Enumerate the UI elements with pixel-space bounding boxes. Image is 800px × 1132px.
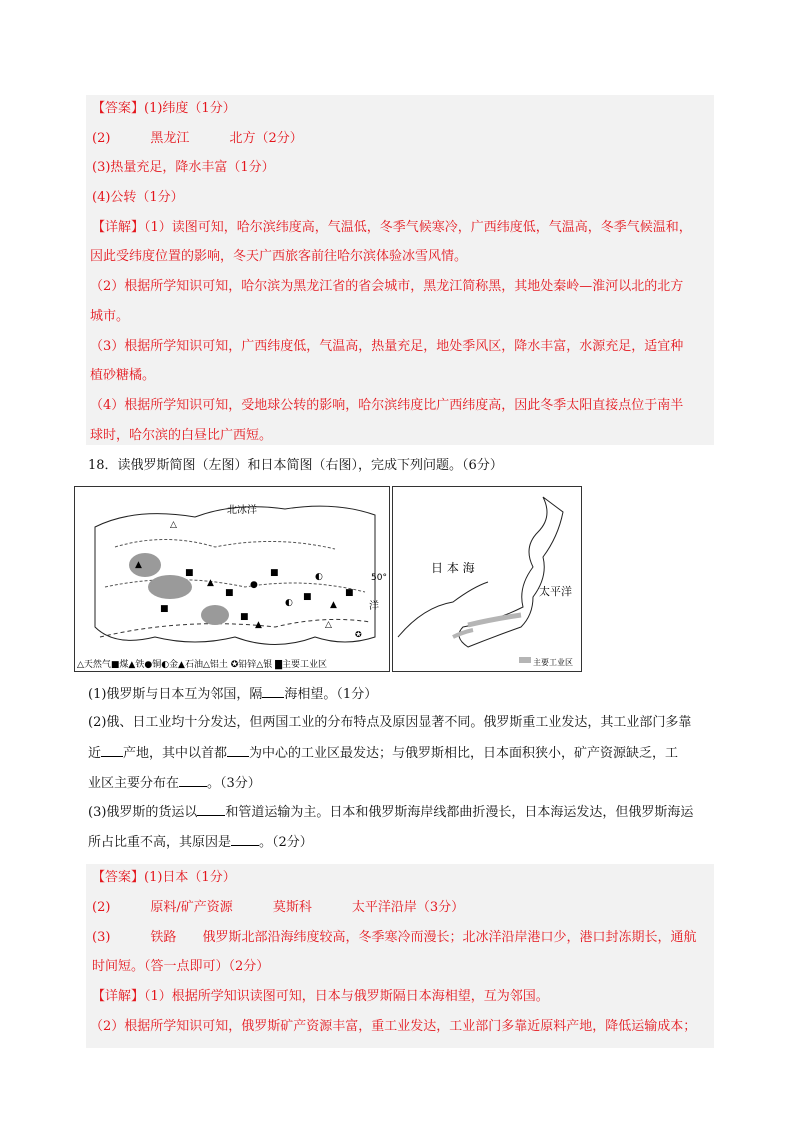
svg-text:●: ●	[250, 580, 258, 590]
answer-text: (1)纬度（1分）	[144, 101, 236, 116]
question-text: 。（3分）	[207, 776, 261, 791]
svg-text:■: ■	[303, 592, 312, 602]
svg-text:■: ■	[270, 568, 279, 578]
arctic-ocean-label: 北冰洋	[227, 505, 257, 516]
question-line-2: (2)俄、日工业均十分发达，但两国工业的分布特点及原因显著不同。俄罗斯重工业发达，其工业部门多靠	[88, 715, 692, 730]
answer-num: (2)	[92, 131, 111, 146]
answer-blank[interactable]	[197, 803, 225, 816]
svg-text:◐: ◐	[315, 572, 323, 582]
svg-text:△: △	[325, 620, 332, 630]
answer-tag: 【答案】	[92, 870, 145, 885]
answer-line-1	[92, 100, 236, 118]
answer-text: (1)日本（1分）	[144, 870, 236, 885]
russia-map	[74, 486, 390, 672]
answer-blank[interactable]	[101, 744, 123, 757]
answer-text: 北方（2分）	[229, 131, 303, 146]
answer-num: (2)	[92, 900, 111, 915]
question-line-4	[88, 774, 261, 793]
svg-text:▲: ▲	[330, 600, 337, 610]
svg-text:▲: ▲	[255, 620, 262, 630]
detail-text: （1）根据所学知识读图可知，日本与俄罗斯隔日本海相望，互为邻国。	[144, 989, 549, 1004]
detail-line: （3）根据所学知识可知，广西纬度低，气温高，热量充足，地处季风区，降水丰富，水源充足，适宜种	[90, 339, 684, 354]
answer-line-3: (3)热量充足，降水丰富（1分）	[92, 160, 275, 175]
sea-of-japan-label: 日 本 海	[431, 561, 475, 575]
answer-text: 俄罗斯北部沿海纬度较高，冬季寒冷而漫长；北冰洋沿岸港口少，港口封冻期长，通航	[202, 930, 697, 945]
question-line-3	[88, 744, 678, 763]
question-text: 海相望。（1分）	[284, 687, 378, 702]
svg-text:■: ■	[225, 588, 234, 598]
svg-text:■: ■	[160, 604, 169, 614]
answer-line-1	[92, 869, 236, 887]
russia-map-legend: △天然气■煤▲铁●铜◐金▲石油△铝土 ✪铅锌△银 ▇主要工业区	[77, 660, 328, 670]
question-text: 和管道运输为主。日本和俄罗斯海岸线都曲折漫长，日本海运发达，但俄罗斯海运	[225, 805, 694, 820]
svg-text:■: ■	[185, 568, 194, 578]
question-text: 。（2分）	[259, 835, 313, 850]
detail-line: （2）根据所学知识可知，俄罗斯矿产资源丰富，重工业发达，工业部门多靠近原料产地，降低运输成本；	[90, 1019, 697, 1034]
detail-line: （2）根据所学知识可知，哈尔滨为黑龙江省的省会城市，黑龙江简称黑，其地处秦岭—淮河以北的北方	[90, 279, 684, 294]
answer-text: 太平洋沿岸（3分）	[351, 900, 465, 915]
detail-line	[92, 219, 692, 237]
answer-line-2	[92, 130, 303, 148]
question-text: 所占比重不高，其原因是	[88, 835, 232, 850]
answer-text: 莫斯科	[272, 900, 312, 915]
question-stem: 18．读俄罗斯简图（左图）和日本简图（右图），完成下列问题。（6分）	[88, 458, 503, 473]
question-text: 产地，其中以首都	[123, 746, 228, 761]
japan-map	[392, 486, 582, 672]
question-text: (3)俄罗斯的货运以	[88, 805, 198, 820]
answer-blank[interactable]	[227, 744, 249, 757]
svg-text:■: ■	[240, 612, 249, 622]
question-line-1	[88, 685, 377, 704]
japan-map-legend: 主要工业区	[533, 658, 573, 667]
answer-line-4: 时间短。（答一点即可）（2分）	[92, 959, 270, 974]
svg-text:◐: ◐	[285, 598, 293, 608]
answer-text: 黑龙江	[150, 131, 190, 146]
answer-text: 铁路	[150, 930, 177, 945]
answer-num: (3)	[92, 930, 111, 945]
svg-text:✪: ✪	[355, 630, 362, 639]
question-text: (1)俄罗斯与日本互为邻国，隔	[88, 687, 263, 702]
detail-tag: 【详解】	[92, 220, 145, 235]
detail-line: （4）根据所学知识可知，受地球公转的影响，哈尔滨纬度比广西纬度高，因此冬季太阳直接点位于南半	[90, 398, 684, 413]
svg-text:▲: ▲	[135, 560, 142, 570]
answer-line-3	[92, 929, 696, 947]
answer-blank[interactable]	[231, 833, 259, 846]
detail-line: 因此受纬度位置的影响，冬天广西旅客前往哈尔滨体验冰雪风情。	[90, 249, 468, 264]
question-text: 为中心的工业区最发达；与俄罗斯相比，日本面积狭小，矿产资源缺乏，工	[249, 746, 679, 761]
svg-text:▲: ▲	[207, 578, 214, 588]
pacific-ocean-label: 太平洋	[539, 585, 572, 598]
detail-line	[92, 988, 549, 1006]
detail-text: （1）读图可知，哈尔滨纬度高，气温低，冬季气候寒冷，广西纬度低，气温高，冬季气候温和，	[144, 220, 692, 235]
answer-blank[interactable]	[179, 774, 207, 787]
detail-line: 球时，哈尔滨的白昼比广西短。	[90, 428, 273, 443]
answer-tag: 【答案】	[92, 101, 145, 116]
question-line-5	[88, 803, 693, 822]
latitude-label: 50°	[371, 573, 387, 583]
pacific-label: 洋	[369, 601, 379, 612]
japan-map-figure	[393, 487, 581, 671]
answer-line-2	[92, 899, 464, 917]
question-text: 业区主要分布在	[88, 776, 180, 791]
answer-text: 原料/矿产资源	[150, 900, 233, 915]
detail-line: 城市。	[90, 309, 130, 324]
question-line-6	[88, 833, 313, 852]
detail-tag: 【详解】	[92, 989, 145, 1004]
svg-text:■: ■	[345, 588, 354, 598]
question-text: 近	[88, 746, 102, 761]
svg-text:△: △	[170, 520, 177, 530]
answer-blank[interactable]	[262, 685, 284, 698]
answer-line-4: (4)公转（1分）	[92, 190, 184, 205]
detail-line: 植砂糖橘。	[90, 368, 156, 383]
